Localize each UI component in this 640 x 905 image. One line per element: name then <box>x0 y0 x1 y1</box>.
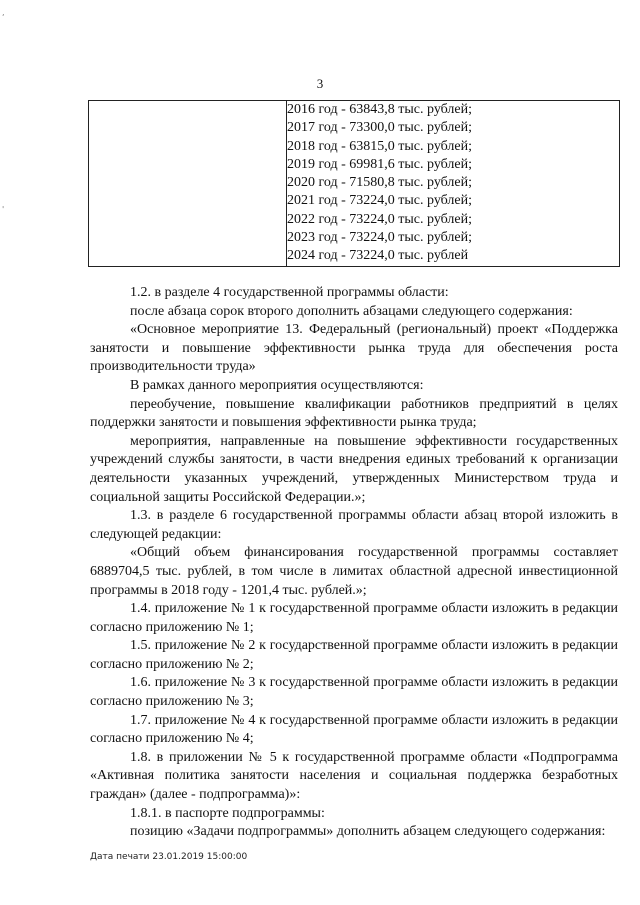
funding-year-line: 2024 год - 73224,0 тыс. рублей <box>287 248 469 264</box>
paragraph: «Основное мероприятие 13. Федеральный (региональный) проект «Поддержка занятости и повышение эффективности рынка труда для обеспечения роста производительности труда» <box>90 322 618 375</box>
funding-table <box>88 100 620 267</box>
paragraph: после абзаца сорок второго дополнить абзацами следующего содержания: <box>130 303 573 319</box>
table-cell-funding-by-year <box>287 101 620 267</box>
funding-year-line: 2020 год - 71580,8 тыс. рублей; <box>287 175 473 191</box>
paragraph: переобучение, повышение квалификации работников предприятий в целях поддержки занятости и повышения эффективности рынка труда; <box>90 396 618 431</box>
paragraph: 1.6. приложение № 3 к государственной программе области изложить в редакции согласно приложению № 3; <box>90 675 618 710</box>
paragraph: 1.7. приложение № 4 к государственной программе области изложить в редакции согласно приложению № 4; <box>90 712 618 747</box>
funding-year-line: 2016 год - 63843,8 тыс. рублей; <box>287 102 473 117</box>
funding-year-line: 2017 год - 73300,0 тыс. рублей; <box>287 120 473 136</box>
funding-year-line: 2022 год - 73224,0 тыс. рублей; <box>287 211 473 227</box>
table-cell-empty <box>89 101 287 267</box>
page-number: 3 <box>316 76 324 91</box>
document-body <box>90 284 618 842</box>
paragraph: «Общий объем финансирования государственной программы составляет 6889704,5 тыс. рублей, в том числе в лимитах областной адресной инвестиционной программы в 2018 году - 1201,4 тыс. рублей.»; <box>90 545 618 598</box>
funding-year-line: 2019 год - 69981,6 тыс. рублей; <box>287 156 473 172</box>
paragraph: 1.8.1. в паспорте подпрограммы: <box>130 805 325 821</box>
paragraph: 1.5. приложение № 2 к государственной программе области изложить в редакции согласно приложению № 2; <box>90 638 618 672</box>
funding-year-line: 2023 год - 73224,0 тыс. рублей; <box>287 230 473 246</box>
scan-margin-mark: ' <box>2 205 5 214</box>
paragraph: 1.2. в разделе 4 государственной программы области: <box>130 285 449 300</box>
paragraph: 1.8. в приложении № 5 к государственной программе области «Подпрограмма «Активная политика занятости населения и социальная поддержка безработных граждан» (далее - подпрограмма)»: <box>90 749 618 803</box>
paragraph: 1.4. приложение № 1 к государственной программе области изложить в редакции согласно приложению № 1; <box>90 601 618 635</box>
funding-year-line: 2021 год - 73224,0 тыс. рублей; <box>287 193 473 209</box>
print-date: Дата печати 23.01.2019 15:00:00 <box>90 852 248 862</box>
paragraph: мероприятия, направленные на повышение эффективности государственных учреждений службы занятости, в части внедрения единых требований к организации деятельности указанных учреждений, утвержденных Министерством труда и социальной защиты Российской Федерации.»; <box>90 433 618 505</box>
funding-year-line: 2018 год - 63815,0 тыс. рублей; <box>287 138 473 154</box>
scan-margin-mark: , <box>2 8 5 17</box>
paragraph: В рамках данного мероприятия осуществляются: <box>130 377 424 393</box>
paragraph: позицию «Задачи подпрограммы» дополнить абзацем следующего содержания: <box>130 824 606 840</box>
table-row <box>89 101 620 267</box>
paragraph: 1.3. в разделе 6 государственной программы области абзац второй изложить в следующей редакции: <box>90 508 618 542</box>
